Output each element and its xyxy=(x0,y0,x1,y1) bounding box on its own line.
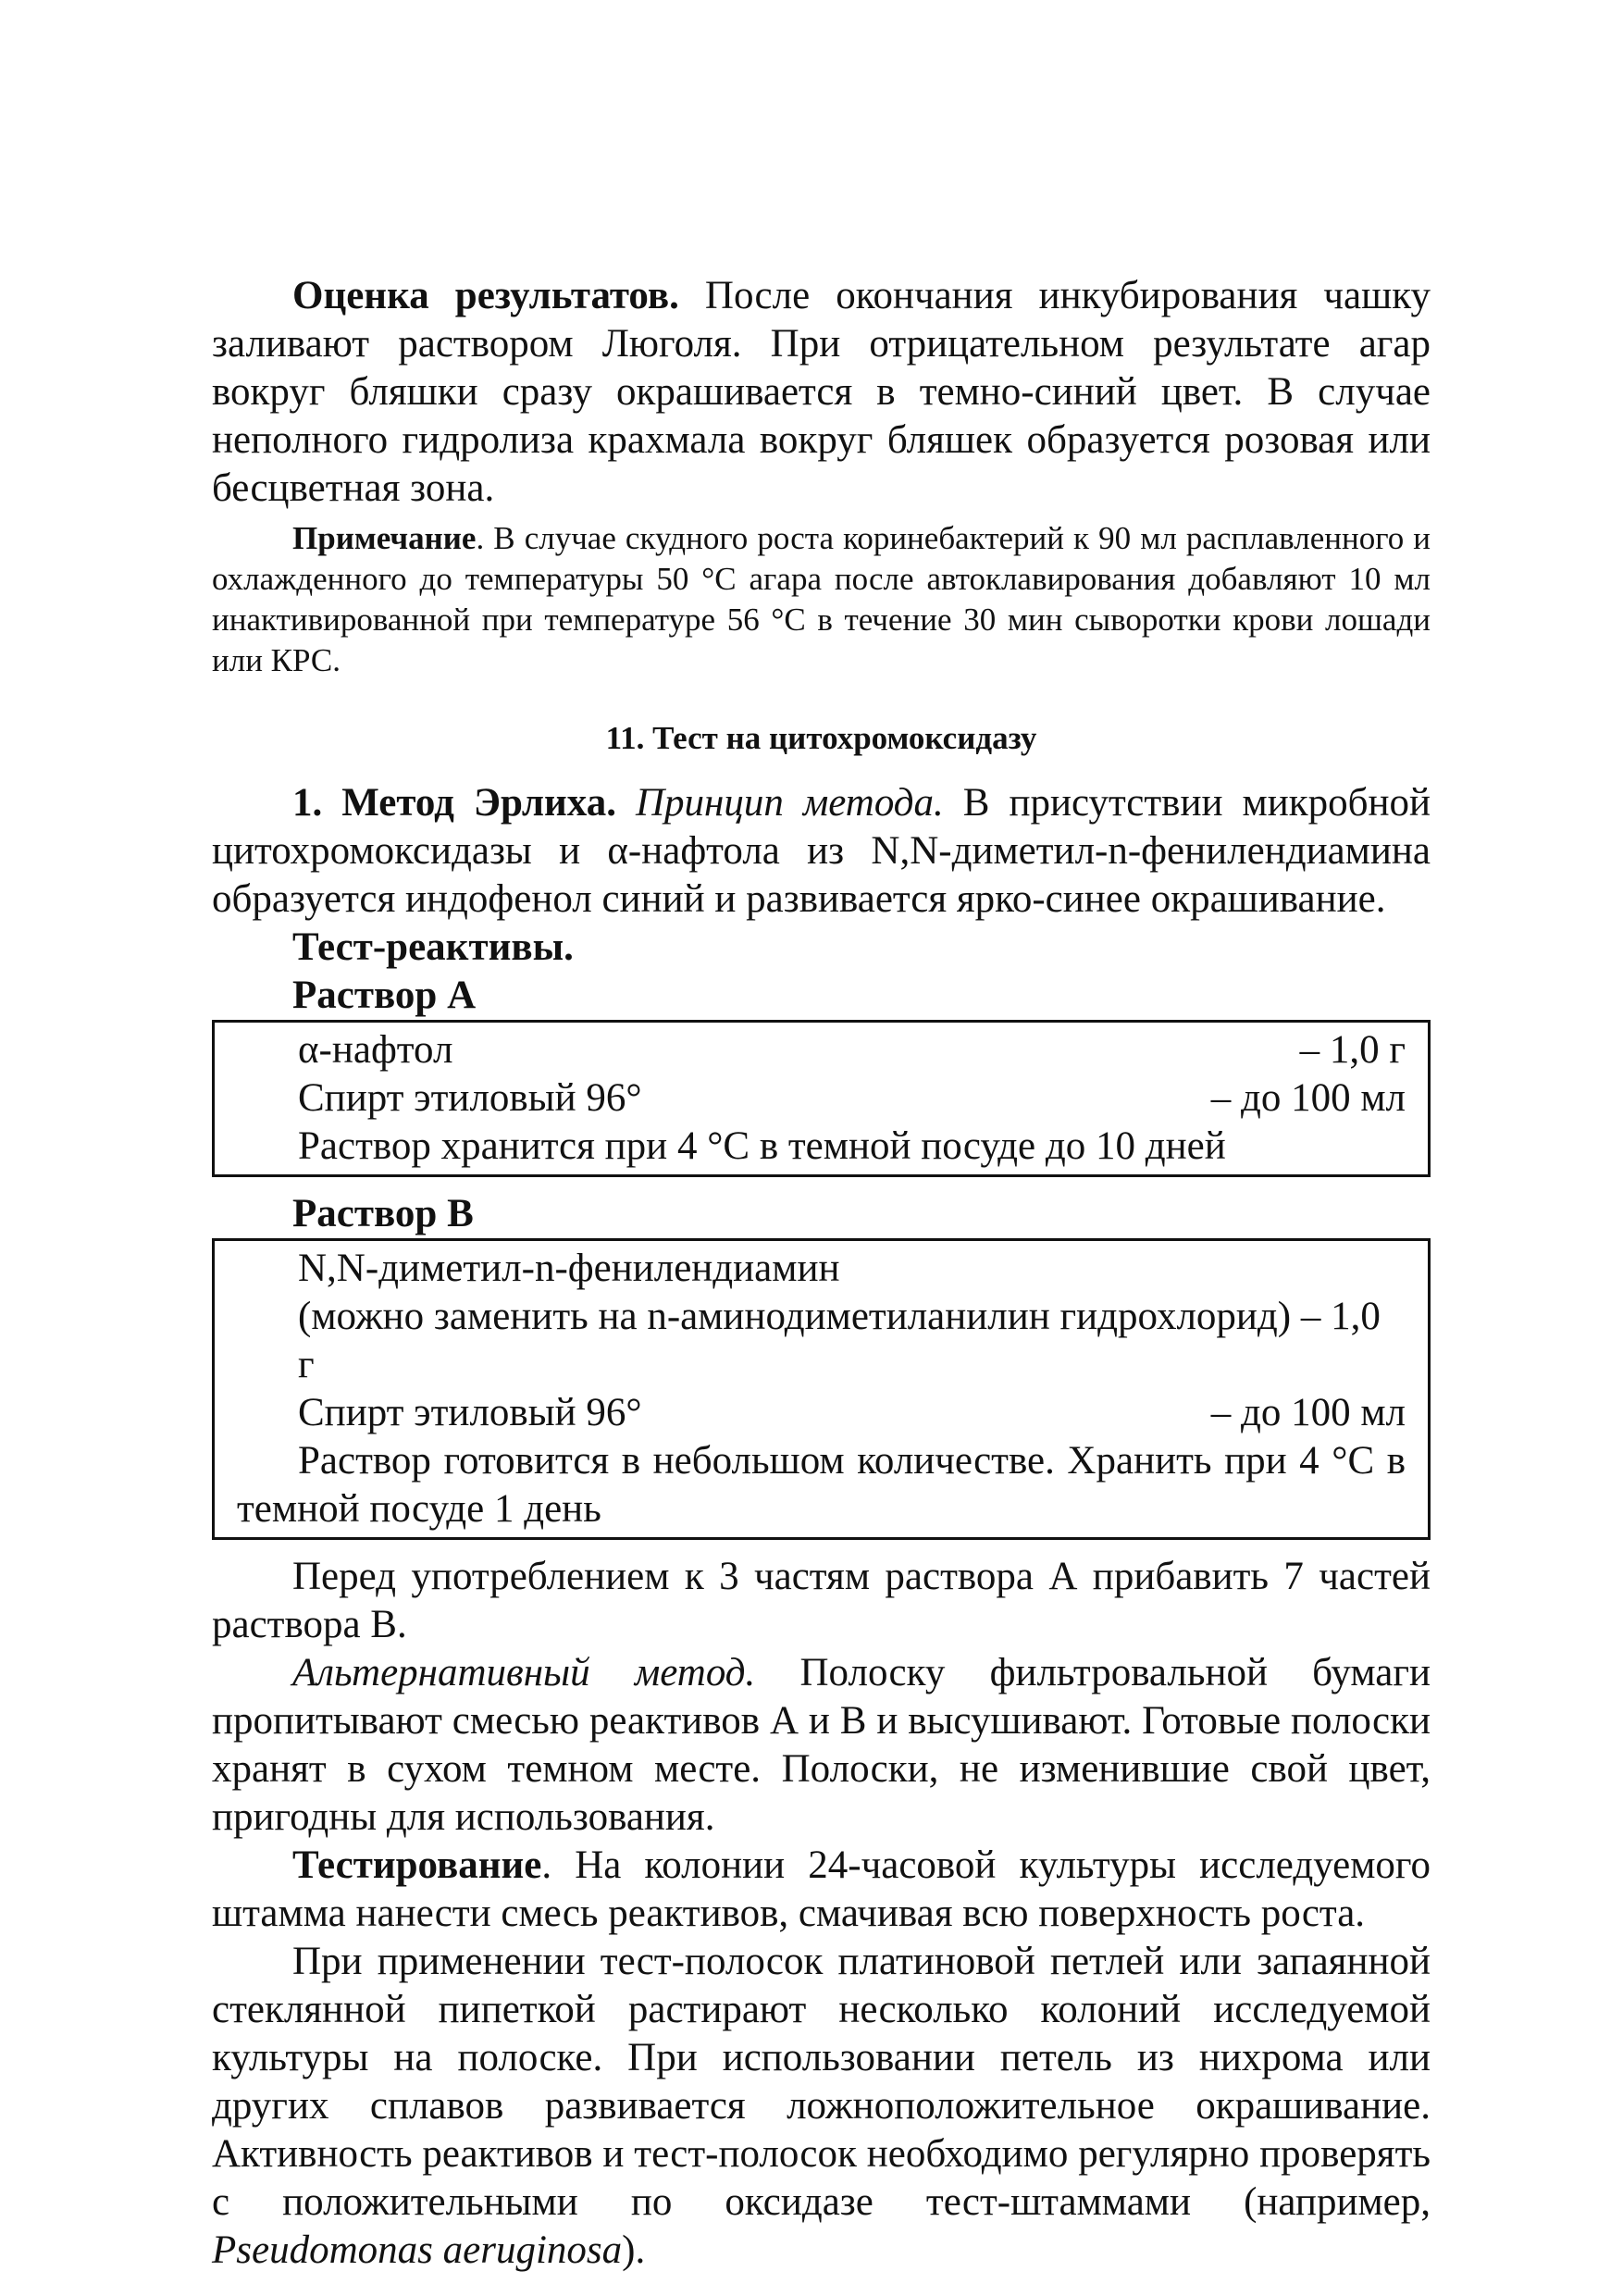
alternative-text: Полоску фильтровальной бумаги пропитывают смесью реактивов А и В и высушивают. Готовые полоски хранят в сухом темном месте. Полоски, не изменившие свой цвет, пригодны для использования. xyxy=(212,1651,1431,1839)
method-principle: Принцип метода. xyxy=(615,781,944,825)
alternative-paragraph xyxy=(212,1649,1431,1842)
alternative-lead: Альтернативный метод. xyxy=(292,1651,756,1694)
testing-lead: Тестирование xyxy=(292,1843,542,1887)
strips-species: Pseudomonas aeruginosa xyxy=(212,2228,623,2272)
testing-text: . На колонии 24-часовой культуры исследуемого штамма нанести смесь реактивов, смачивая всю поверхность роста. xyxy=(212,1843,1431,1935)
solution-a-item xyxy=(237,1026,1406,1074)
solution-b-line2: (можно заменить на n-аминодиметиланилин гидрохлорид) – 1,0 г xyxy=(298,1295,1381,1386)
solution-a-label: Раствор А xyxy=(292,974,477,1017)
item-name: Спирт этиловый 96° xyxy=(298,1391,642,1434)
reagents-label: Тест-реактивы. xyxy=(292,925,574,969)
evaluation-text: После окончания инкубирования чашку заливают раствором Люголя. При отрицательном результате агар вокруг бляшки сразу окрашивается в темно-синий цвет. В случае неполного гидролиза крахмала вокруг бляшек образуется розовая или бесцветная зона. xyxy=(212,274,1431,510)
solution-a-box xyxy=(212,1020,1431,1177)
section-title: 11. Тест на цитохромоксидазу xyxy=(605,720,1037,756)
item-name: α-нафтол xyxy=(298,1028,453,1072)
before-use-paragraph: Перед употреблением к 3 частям раствора А прибавить 7 частей раствора В. xyxy=(212,1555,1431,1646)
item-amount: – до 100 мл xyxy=(1210,1076,1406,1120)
solution-a-storage: Раствор хранится при 4 °С в темной посуде до 10 дней xyxy=(298,1124,1226,1168)
solution-b-item xyxy=(237,1389,1406,1437)
strips-text: При применении тест-полосок платиновой петлей или запаянной стеклянной пипеткой растирают несколько колоний исследуемой культуры на полоске. При использовании петель из нихрома или других сплавов развивается ложноположительное окрашивание. Активность реактивов и тест-полосок необходимо регулярно проверять с положительными по оксидазе тест-штаммами (например, xyxy=(212,1940,1431,2224)
solution-a-item xyxy=(237,1074,1406,1123)
document-page xyxy=(212,272,1431,2275)
solution-b-box xyxy=(212,1238,1431,1540)
note-lead: Примечание xyxy=(292,520,477,556)
item-amount: – 1,0 г xyxy=(1299,1028,1406,1072)
item-name: Спирт этиловый 96° xyxy=(298,1076,642,1120)
method-lead: 1. Метод Эрлиха. xyxy=(292,781,616,825)
solution-b-line1: N,N-диметил-n-фенилендиамин xyxy=(298,1247,840,1290)
method-text: В присутствии микробной цитохромоксидазы и α-нафтола из N,N-диметил-n-фенилендиамина образуется индофенол синий и развивается ярко-синее окрашивание. xyxy=(212,781,1431,921)
solution-b-storage: Раствор готовится в небольшом количестве. Хранить при 4 °С в темной посуде 1 день xyxy=(237,1439,1406,1531)
item-amount: – до 100 мл xyxy=(1210,1391,1406,1434)
method-paragraph xyxy=(212,779,1431,924)
note-paragraph xyxy=(212,518,1431,681)
strips-paragraph xyxy=(212,1938,1431,2275)
solution-b-label: Раствор В xyxy=(292,1192,474,1235)
testing-paragraph xyxy=(212,1842,1431,1938)
evaluation-lead: Оценка результатов. xyxy=(292,274,679,317)
strips-tail: ). xyxy=(622,2228,646,2272)
evaluation-paragraph xyxy=(212,272,1431,513)
note-text: . В случае скудного роста коринебактерий к 90 мл расплавленного и охлажденного до температуры 50 °С агара после автоклавирования добавляют 10 мл инактивированной при температуре 56 °С в течение 30 мин сыворотки крови лошади или КРС. xyxy=(212,520,1431,678)
